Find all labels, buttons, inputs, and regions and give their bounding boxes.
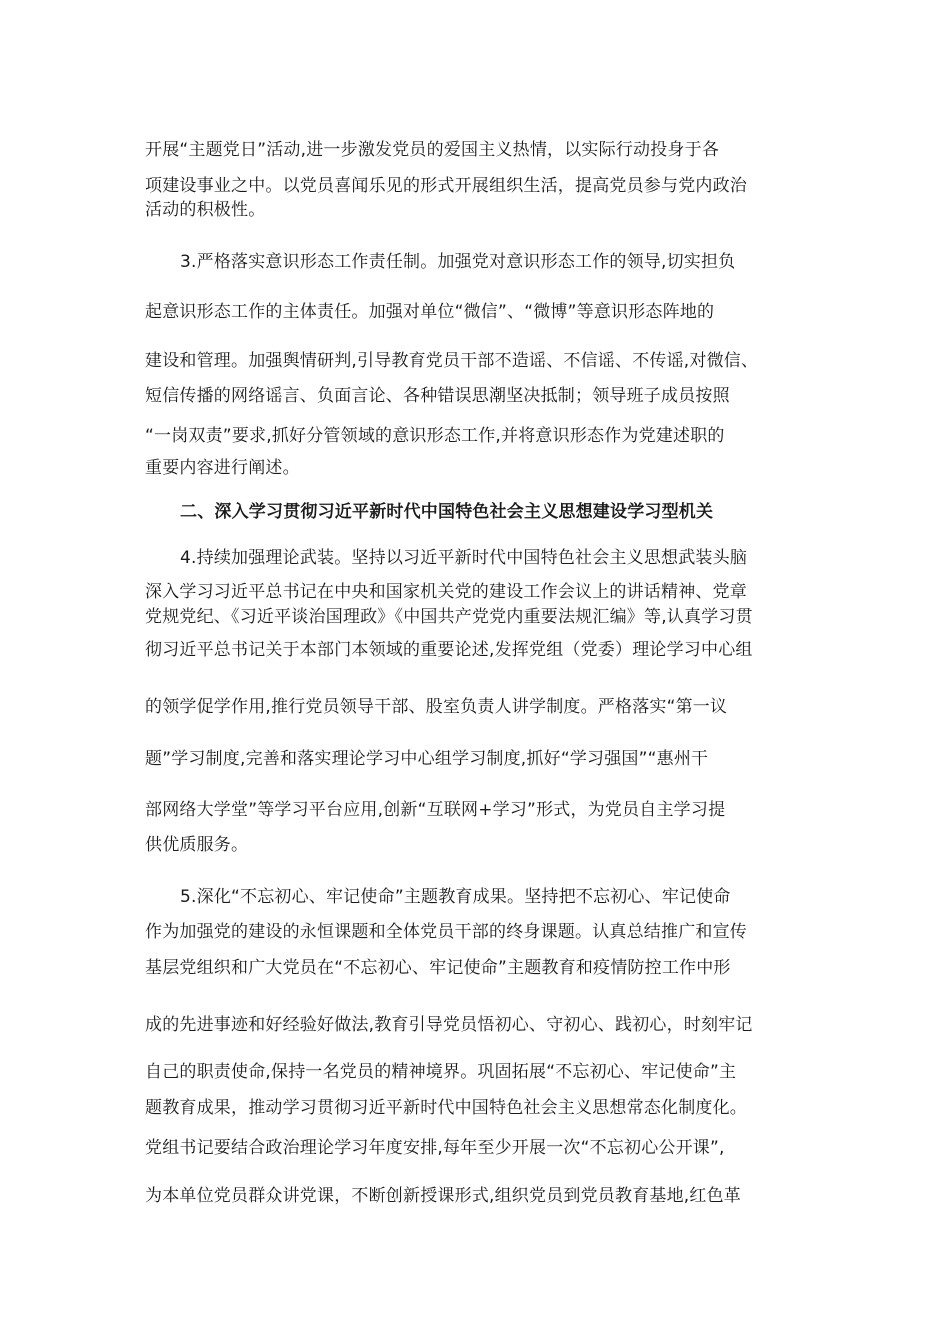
- text-line: 短信传播的网络谣言、负面言论、各种错误思潮坚决抵制；领导班子成员按照: [145, 386, 730, 406]
- text-line: 题教育成果，推动学习贯彻习近平新时代中国特色社会主义思想常态化制度化。: [145, 1098, 747, 1118]
- text-line: 供优质服务。: [145, 835, 249, 855]
- text-line: 作为加强党的建设的永恒课题和全体党员干部的终身课题。认真总结推广和宣传: [145, 922, 747, 942]
- text-line: 5.深化“不忘初心、牢记使命”主题教育成果。坚持把不忘初心、牢记使命: [180, 887, 731, 907]
- text-line: 活动的积极性。: [145, 200, 266, 220]
- text-line: 的领学促学作用,推行党员领导干部、股室负责人讲学制度。严格落实“第一议: [145, 697, 728, 717]
- text-line: 3.严格落实意识形态工作责任制。加强党对意识形态工作的领导,切实担负: [180, 252, 736, 272]
- text-line: 起意识形态工作的主体责任。加强对单位“微信”、“微博”等意识形态阵地的: [145, 302, 715, 322]
- text-line: 开展“主题党日”活动,进一步激发党员的爱国主义热情，以实际行动投身于各: [145, 140, 720, 160]
- text-line: 基层党组织和广大党员在“不忘初心、牢记使命”主题教育和疫情防控工作中形: [145, 958, 731, 978]
- text-line: 深入学习习近平总书记在中央和国家机关党的建设工作会议上的讲话精神、党章: [145, 582, 747, 602]
- text-line: 项建设事业之中。以党员喜闻乐见的形式开展组织生活，提高党员参与党内政治: [145, 176, 747, 196]
- text-line: 成的先进事迹和好经验好做法,教育引导党员悟初心、守初心、践初心，时刻牢记: [145, 1015, 753, 1035]
- text-line: 为本单位党员群众讲党课，不断创新授课形式,组织党员到党员教育基地,红色革: [145, 1186, 742, 1206]
- text-line: 重要内容进行阐述。: [145, 458, 300, 478]
- text-line: 党组书记要结合政治理论学习年度安排,每年至少开展一次“不忘初心公开课”,: [145, 1138, 725, 1158]
- text-line: 党规党纪、《习近平谈治国理政》《中国共产党党内重要法规汇编》等,认真学习贯: [145, 607, 753, 627]
- text-line: 建设和管理。加强舆情研判,引导教育党员干部不造谣、不信谣、不传谣,对微信、: [145, 351, 759, 371]
- text-line: 部网络大学堂”等学习平台应用,创新“互联网+学习”形式，为党员自主学习提: [145, 800, 726, 820]
- text-line: 题”学习制度,完善和落实理论学习中心组学习制度,抓好“学习强国”“惠州干: [145, 749, 709, 769]
- text-line: 4.持续加强理论武装。坚持以习近平新时代中国特色社会主义思想武装头脑: [180, 548, 748, 568]
- section-heading: 二、深入学习贯彻习近平新时代中国特色社会主义思想建设学习型机关: [180, 502, 714, 522]
- text-line: 彻习近平总书记关于本部门本领域的重要论述,发挥党组（党委）理论学习中心组: [145, 640, 753, 660]
- text-line: 自己的职责使命,保持一名党员的精神境界。巩固拓展“不忘初心、牢记使命”主: [145, 1062, 737, 1082]
- text-line: “一岗双责”要求,抓好分管领域的意识形态工作,并将意识形态作为党建述职的: [145, 426, 725, 446]
